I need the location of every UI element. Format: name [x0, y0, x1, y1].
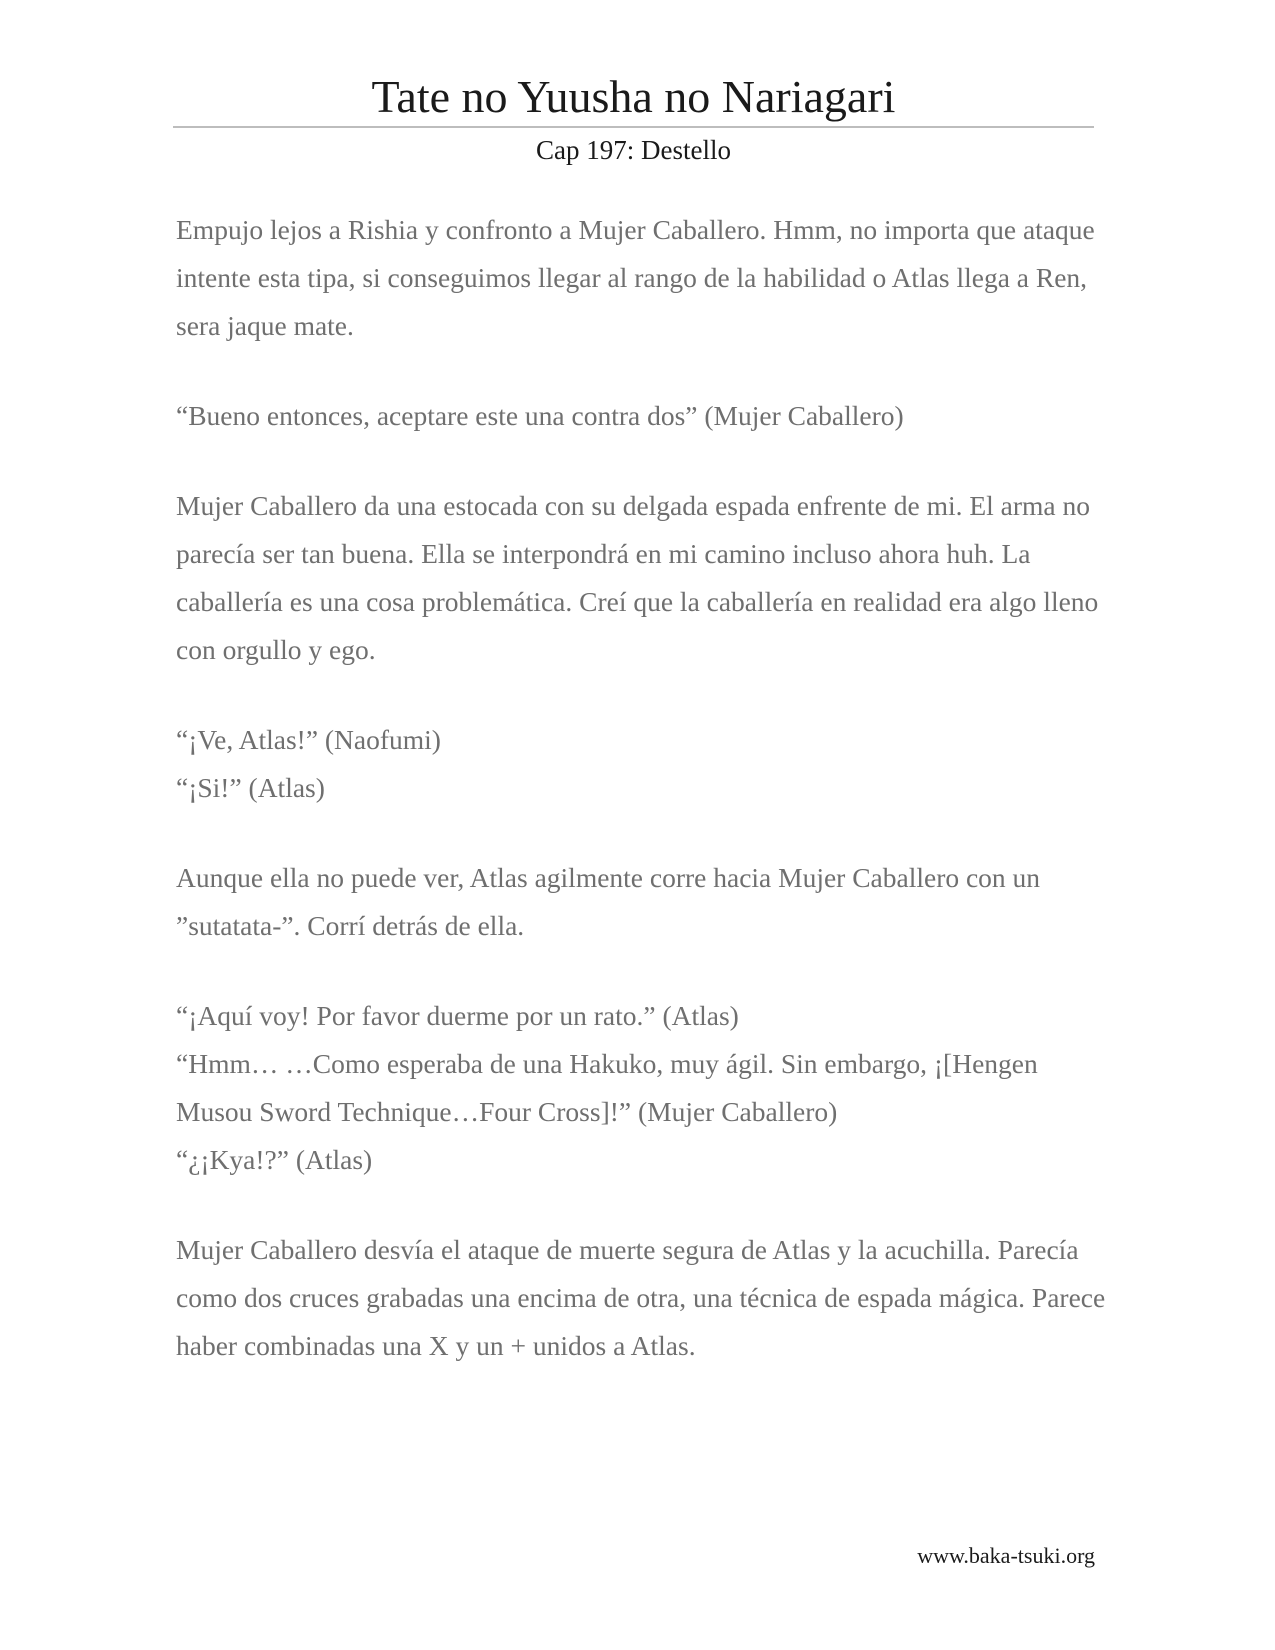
dialogue-line: “¡Ve, Atlas!” (Naofumi) — [176, 724, 441, 755]
dialogue-line: “¡Si!” (Atlas) — [176, 772, 325, 803]
page-header — [173, 70, 1094, 168]
dialogue-line: “Hmm… …Como esperaba de una Hakuko, muy ágil. Sin embargo, ¡[Hengen Musou Sword Technique…Four Cross]!” (Mujer Caballero) — [176, 1048, 1038, 1127]
dialogue-line: “¡Aquí voy! Por favor duerme por un rato.” (Atlas) — [176, 1000, 739, 1031]
footer-site-url: www.baka-tsuki.org — [917, 1543, 1095, 1568]
document-body — [176, 206, 1116, 1412]
paragraph: Aunque ella no puede ver, Atlas agilmente corre hacia Mujer Caballero con un ”sutatata-”. Corrí detrás de ella. — [176, 862, 1041, 941]
chapter-subtitle: Cap 197: Destello — [536, 135, 731, 165]
paragraph: Empujo lejos a Rishia y confronto a Mujer Caballero. Hmm, no importa que ataque intente esta tipa, si conseguimos llegar al rango de la habilidad o Atlas llega a Ren, sera jaque mate. — [176, 214, 1095, 341]
dialogue-line: “¿¡Kya!?” (Atlas) — [176, 1144, 373, 1175]
paragraph: Mujer Caballero da una estocada con su delgada espada enfrente de mi. El arma no parecía ser tan buena. Ella se interpondrá en mi camino incluso ahora huh. La caballería es una cosa problemática. Creí que la caballería en realidad era algo lleno con orgullo y ego. — [176, 490, 1099, 665]
document-title: Tate no Yuusha no Nariagari — [371, 71, 896, 122]
paragraph: Mujer Caballero desvía el ataque de muerte segura de Atlas y la acuchilla. Parecía como dos cruces grabadas una encima de otra, una técnica de espada mágica. Parece haber combinadas una X y un + unidos a Atlas. — [176, 1234, 1106, 1361]
title-divider — [173, 126, 1094, 128]
dialogue-line: “Bueno entonces, aceptare este una contra dos” (Mujer Caballero) — [176, 400, 904, 431]
